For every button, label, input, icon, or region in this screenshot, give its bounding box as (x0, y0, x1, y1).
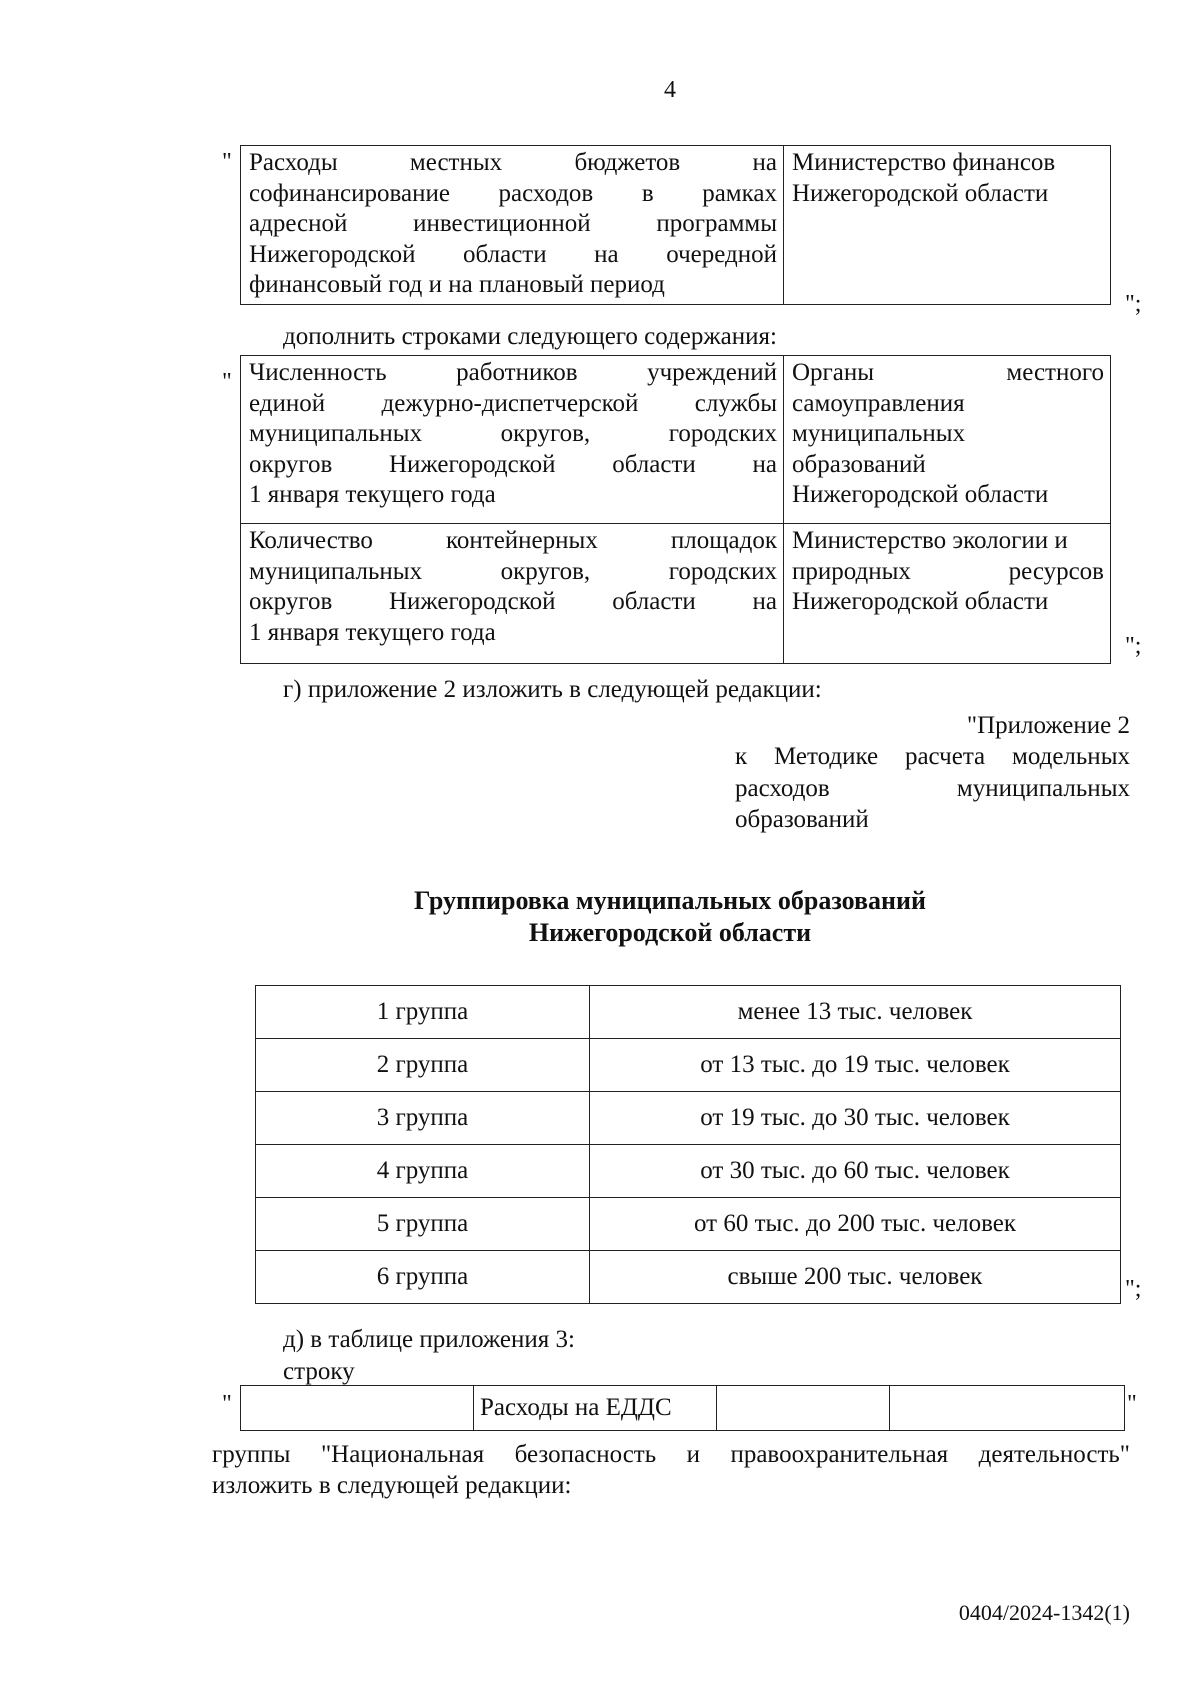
group-range-cell: от 19 тыс. до 30 тыс. человек (590, 1092, 1121, 1145)
table2-row1-left (241, 356, 784, 524)
table-row (256, 1251, 1121, 1304)
table2-line: Количество контейнерных площадок (249, 527, 777, 554)
table2-line: единой дежурно-диспетчерской службы (249, 389, 777, 417)
table-row (241, 1386, 1125, 1431)
group-name-cell: 3 группа (256, 1092, 590, 1145)
table2-line: Нижегородской области (792, 481, 1049, 508)
table1-left-cell (241, 146, 784, 305)
table1-right-line: Нижегородской области (792, 179, 1049, 207)
table2-line: Численность работников учреждений (249, 359, 777, 386)
row-word: строку (283, 1358, 355, 1385)
table1-left-line: Нижегородской области на очередной (249, 240, 777, 268)
table2-row2-right (784, 524, 1111, 664)
group-range-cell: от 60 тыс. до 200 тыс. человек (590, 1198, 1121, 1251)
table2-line: муниципальных округов, городских (249, 420, 777, 447)
table-row (241, 524, 1111, 664)
group-name-cell: 5 группа (256, 1198, 590, 1251)
table1-left-line: адресной инвестиционной программы (249, 210, 777, 237)
group-range-cell: от 30 тыс. до 60 тыс. человек (590, 1145, 1121, 1198)
edds-col3 (717, 1386, 890, 1431)
appendix-line: расходов муниципальных (735, 774, 1130, 802)
table-row (256, 1039, 1121, 1092)
group-range-cell: менее 13 тыс. человек (590, 986, 1121, 1039)
table2-line: природных ресурсов (792, 557, 1104, 585)
table-row (256, 1198, 1121, 1251)
close-quote: "; (1125, 633, 1142, 659)
page-number: 4 (664, 77, 676, 103)
group-name-cell: 6 группа (256, 1251, 590, 1304)
item-g-text: г) приложение 2 изложить в следующей редакции: (283, 676, 822, 703)
appendix-line: образований (735, 805, 869, 833)
appendix-heading (735, 710, 1130, 835)
grouping-title (0, 885, 1200, 948)
document-code: 0404/2024-1342(1) (958, 1600, 1130, 1625)
group-range-cell: от 13 тыс. до 19 тыс. человек (590, 1039, 1121, 1092)
table1-left-line: финансовый год и на плановый период (249, 271, 665, 298)
table2-line: округов Нижегородской области на (249, 588, 777, 615)
item-d-text: д) в таблице приложения 3: (283, 1326, 575, 1353)
paragraph-line: группы "Национальная безопасность и правоохранительная деятельность" (212, 1441, 1130, 1468)
table-row (256, 1145, 1121, 1198)
group-name-cell: 2 группа (256, 1039, 590, 1092)
edds-col2: Расходы на ЕДДС (474, 1386, 717, 1431)
add-rows-text: дополнить строками следующего содержания: (283, 323, 777, 350)
group-range-cell: свыше 200 тыс. человек (590, 1251, 1121, 1304)
grouping-title-line: Нижегородской области (528, 917, 812, 947)
table1-right-line: Министерство финансов (792, 149, 1056, 176)
appendix-line: "Приложение 2 (966, 712, 1130, 739)
table2-line: муниципальных округов, городских (249, 557, 777, 585)
table2-line: 1 января текущего года (249, 481, 496, 508)
table2-line: Органы местного (792, 359, 1104, 386)
budget-expense-table (240, 145, 1111, 305)
close-quote: "; (1125, 291, 1142, 317)
groups-table (255, 985, 1121, 1304)
grouping-title-line: Группировка муниципальных образований (414, 886, 926, 915)
open-quote: " (222, 149, 232, 175)
group-name-cell: 1 группа (256, 986, 590, 1039)
table2-line: муниципальных (792, 420, 966, 447)
table2-line: округов Нижегородской области на (249, 450, 777, 478)
paragraph (212, 1440, 1130, 1501)
table2-row2-left (241, 524, 784, 664)
table-row (241, 356, 1111, 524)
table2-line: Министерство экологии и (792, 527, 1068, 554)
table-row (256, 986, 1121, 1039)
table1-right-cell (784, 146, 1111, 305)
table-row (256, 1092, 1121, 1145)
table2-line: образований (792, 450, 926, 478)
table2-line: Нижегородской области (792, 588, 1049, 615)
close-quote: " (1127, 1391, 1137, 1417)
table1-left-line: софинансирование расходов в рамках (249, 179, 777, 207)
table1-left-line: Расходы местных бюджетов на (249, 149, 777, 176)
table2-line: самоуправления (792, 389, 965, 417)
open-quote: " (222, 1391, 232, 1417)
table2-line: 1 января текущего года (249, 618, 496, 646)
edds-row-table (240, 1385, 1125, 1431)
edds-col1 (241, 1386, 474, 1431)
paragraph-line: изложить в следующей редакции: (212, 1471, 572, 1499)
open-quote: " (222, 369, 232, 395)
close-quote: "; (1125, 1276, 1142, 1302)
table2-row1-right (784, 356, 1111, 524)
appendix-line: к Методике расчета модельных (735, 743, 1130, 771)
indicators-table (240, 355, 1111, 664)
edds-col4 (890, 1386, 1125, 1431)
group-name-cell: 4 группа (256, 1145, 590, 1198)
